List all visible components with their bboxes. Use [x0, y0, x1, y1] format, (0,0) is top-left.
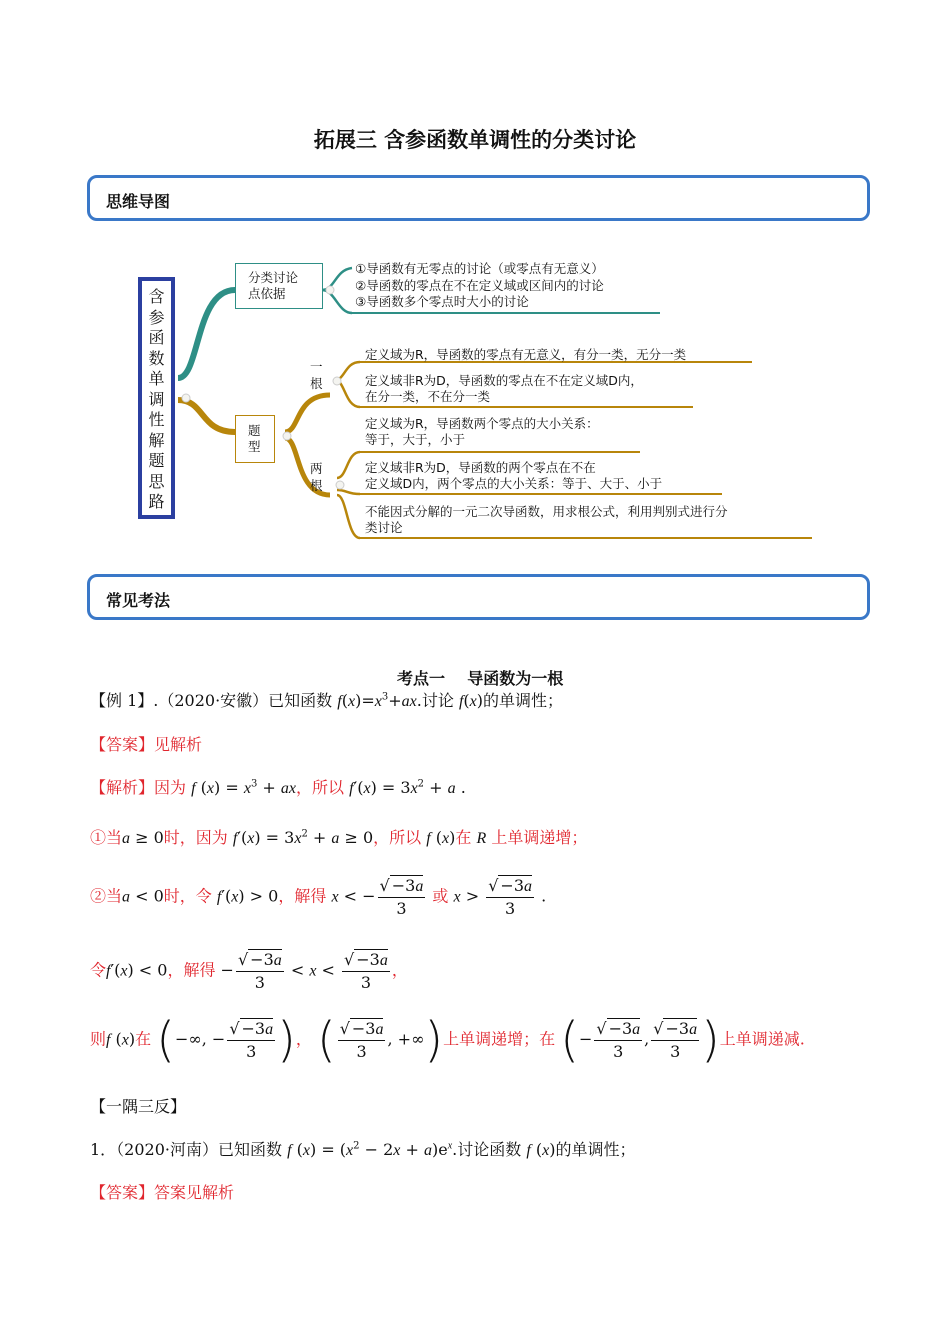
mindmap-root-char: 题: [148, 451, 165, 470]
list-item: ②导函数的零点在不在定义域或区间内的讨论: [355, 277, 604, 293]
practice-question-1: 1．（2020·河南）已知函数 f $(x) = (x^2 - 2x + a)e^x$.讨论函数 f (x)的单调性；: [90, 1140, 636, 1159]
mindmap-one-root-item2: 定义域非R为D，导函数的零点在不在定义域D内， 在分一类，不在分一类: [365, 373, 643, 404]
list-item: ①导函数有无零点的讨论（或零点有无意义）: [355, 261, 604, 276]
example-1-case2-neg: 令f′(x) < 0，解得 − $\frac{√ -3a}{3}$ < x < $\frac{√ -3a}{3}$ ，: [90, 950, 408, 992]
mindmap-root-char: 参: [148, 307, 165, 327]
list-item: 定义域为R，导函数的零点有无意义，有分一类，无分一类: [365, 347, 687, 362]
mindmap-node-basis: 分类讨论 点依据: [235, 263, 323, 309]
mindmap-root-char: 调: [148, 389, 165, 409]
mindmap-root-char: 数: [148, 348, 165, 368]
mindmap-root-char: 性: [148, 410, 165, 429]
section-methods-title: 常见考法: [106, 591, 171, 610]
mindmap-root-char: 含: [148, 287, 165, 306]
example-1-question: 【例 1】.（2020·安徽）已知函数 $f(x)=x^3+ax$.讨论 f(x)的单调性；: [90, 691, 564, 710]
mindmap-root-char: 单: [148, 369, 165, 388]
example-1-conclusion: 则f (x)在 (−∞, − $\frac{√ -3a}{3}$ )， ( $\frac{√ -3a}{3}$ , +∞)上单调递增；在 (− $\frac{√ -3a}{3}$ , $\frac{√ -3a}{3}$ )上单调递减.: [90, 1012, 805, 1068]
mindmap-root-char: 路: [148, 492, 165, 511]
mindmap-basis-items: [355, 261, 604, 311]
mindmap-root-char: 解: [148, 430, 165, 450]
example-1-analysis: 【解析】因为 f $(x) = x^3$ + ax，所以 $f'(x) = 3x^2 + a$ .: [90, 778, 466, 797]
section-methods-box: [87, 574, 870, 620]
list-item: ③导函数多个零点时大小的讨论: [355, 294, 529, 309]
mindmap-root-char: 函: [148, 328, 165, 347]
mindmap-two-roots-item3: 不能因式分解的一元二次导函数，用求根公式，利用判别式进行分 类讨论: [365, 504, 728, 535]
mindmap-node-type: 题 型: [235, 415, 275, 463]
page-title: 拓展三 含参函数单调性的分类讨论: [313, 128, 637, 152]
mindmap-root-label: [142, 287, 171, 513]
kaodian-title: 考点一 导函数为一根: [396, 669, 564, 688]
section-mindmap-title: 思维导图: [106, 192, 171, 211]
example-1-answer: 【答案】见解析: [90, 735, 203, 754]
mindmap-label-one-root: 一 根: [310, 359, 323, 391]
mindmap-two-roots-item1: 定义域为R，导函数两个零点的大小关系： 等于，大于，小于: [365, 416, 599, 447]
mindmap-root-char: 思: [148, 471, 165, 491]
example-1-case1: ①当a ≥ 0时，因为 $f'(x) = 3x^2 + a \ge 0$，所以 f (x)在 R 上单调递增；: [90, 828, 588, 847]
mindmap-label-two-roots: 两 根: [310, 461, 323, 493]
practice-answer-1: 【答案】答案见解析: [90, 1183, 235, 1202]
mindmap-two-roots-item2: 定义域非R为D，导函数的两个零点在不在 定义域D内，两个零点的大小关系：等于、大于、小于: [365, 460, 663, 491]
practice-tag: 【一隅三反】: [90, 1097, 187, 1116]
example-1-case2: ②当a < 0时，令 f′(x) > 0，解得 x < − $\frac{√ -3a}{3}$ 或 x > $\frac{√ -3a}{3}$ .: [90, 876, 547, 918]
mindmap-root: [138, 277, 175, 519]
